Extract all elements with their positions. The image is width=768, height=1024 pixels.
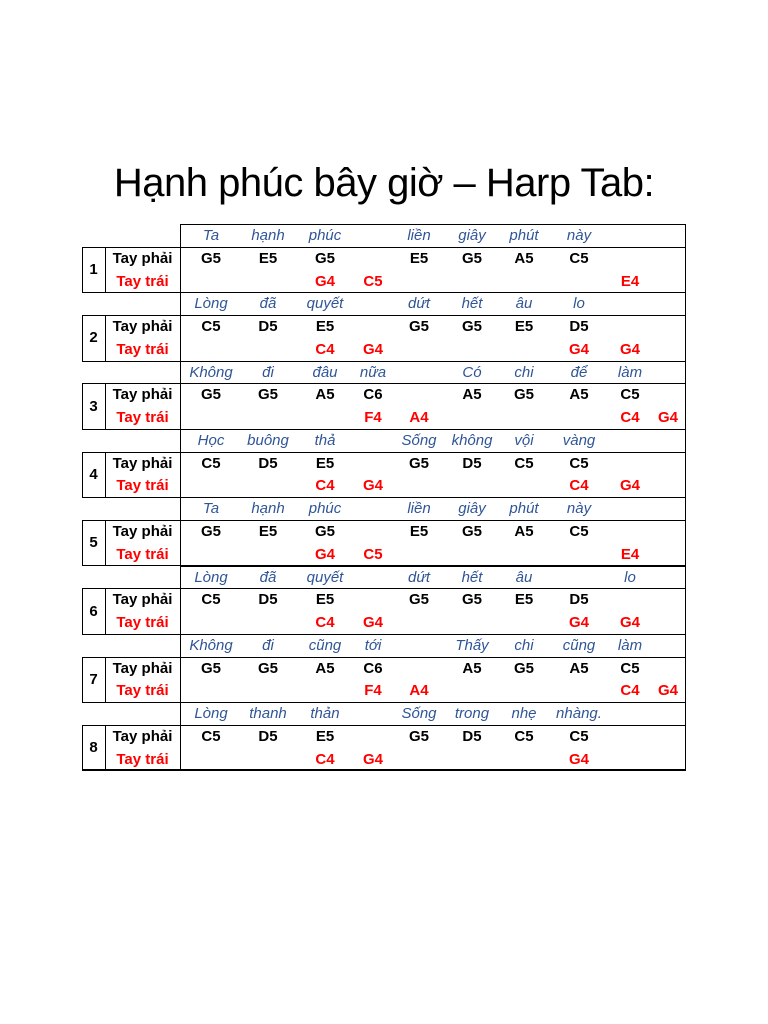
right-hand-note: D5	[569, 591, 589, 609]
right-hand-note: G5	[200, 522, 221, 540]
lyric-word: liền	[407, 500, 431, 518]
left-hand-note: C4	[315, 614, 335, 631]
right-hand-note: C5	[201, 727, 221, 745]
left-hand-label: Tay trái	[116, 682, 169, 700]
section-left-border	[180, 429, 181, 497]
section-left-border	[180, 361, 181, 429]
lyric-word: tới	[364, 636, 382, 654]
left-hand-note: G4	[362, 750, 383, 768]
lyric-word: hạnh	[251, 500, 285, 518]
left-hand-label: Tay trái	[116, 750, 169, 768]
section-number: 1	[89, 261, 98, 279]
right-hand-note: E5	[315, 454, 335, 472]
lyric-word: này	[566, 500, 592, 518]
right-hand-note: E5	[315, 727, 335, 745]
lyric-word: dứt	[407, 295, 431, 313]
lyric-word: đã	[259, 295, 277, 313]
section-left-border	[180, 634, 181, 702]
lyric-word: Học	[197, 431, 225, 449]
left-hand-note: C4	[315, 477, 335, 495]
section-number: 4	[89, 466, 98, 484]
left-hand-note: A4	[409, 409, 429, 427]
right-hand-note: E5	[258, 522, 278, 540]
right-hand-note: G5	[461, 591, 482, 609]
right-hand-note: D5	[258, 727, 278, 745]
lyric-word: Lòng	[194, 568, 228, 586]
right-hand-note: D5	[258, 454, 278, 472]
lyric-word: hết	[461, 568, 483, 586]
right-hand-note: E5	[514, 318, 534, 336]
right-hand-note: E5	[315, 318, 335, 336]
right-hand-note: D5	[462, 454, 482, 472]
left-hand-note: C4	[620, 409, 640, 427]
lyric-word: Có	[462, 363, 482, 381]
right-hand-note: C5	[514, 727, 534, 745]
page-title: Hạnh phúc bây giờ – Harp Tab:	[113, 161, 655, 205]
lyric-word: thanh	[249, 705, 287, 723]
lyric-word: hết	[461, 295, 483, 313]
lyric-word: chi	[514, 636, 534, 654]
lyric-word: phút	[509, 500, 539, 518]
lyric-word: đâu	[312, 363, 338, 381]
right-hand-note: G5	[513, 659, 534, 677]
lyric-word: dứt	[407, 568, 431, 586]
section-right-border	[685, 566, 686, 635]
left-hand-note: G4	[657, 409, 678, 427]
right-hand-label: Tay phải	[112, 249, 173, 267]
lyric-word: đi	[262, 636, 274, 654]
right-hand-label: Tay phải	[112, 522, 173, 540]
lyric-word: Không	[189, 636, 233, 654]
right-hand-note: A5	[315, 386, 335, 404]
section-right-border	[685, 429, 686, 498]
left-hand-note: G4	[619, 477, 640, 495]
lyric-word: làm	[617, 363, 643, 381]
right-hand-note: D5	[462, 727, 482, 745]
left-hand-note: G4	[568, 750, 589, 768]
left-hand-note: G4	[314, 272, 335, 290]
right-hand-note: G5	[314, 249, 335, 267]
section-left-border	[180, 566, 181, 634]
lyric-word: quyết	[306, 568, 344, 586]
table-bottom-border	[82, 769, 686, 770]
right-hand-note: C5	[201, 318, 221, 336]
section-left-border	[180, 497, 181, 565]
lyric-word: không	[451, 431, 493, 449]
left-hand-note: G4	[657, 682, 678, 700]
section-number: 2	[89, 329, 98, 347]
right-hand-note: A5	[569, 386, 589, 404]
left-hand-note: G4	[362, 477, 383, 495]
right-hand-note: D5	[569, 318, 589, 336]
lyric-word: liền	[407, 227, 431, 244]
right-hand-note: C5	[569, 727, 589, 745]
right-hand-note: C5	[514, 454, 534, 472]
section-left-border	[180, 292, 181, 360]
lyric-word: lo	[624, 568, 636, 586]
lyric-word: làm	[617, 636, 643, 654]
left-hand-note: G4	[619, 340, 640, 358]
lyric-word: phúc	[308, 500, 342, 518]
right-hand-note: E5	[409, 522, 429, 540]
lyric-word: giây	[458, 500, 486, 518]
right-hand-note: G5	[408, 591, 429, 609]
lyric-word: đã	[259, 568, 277, 586]
left-hand-label: Tay trái	[116, 409, 169, 427]
left-hand-note: G4	[362, 340, 383, 358]
lyric-word: chi	[514, 363, 534, 381]
left-hand-label: Tay trái	[116, 340, 169, 358]
lyric-word: giây	[458, 227, 486, 244]
right-hand-note: C5	[620, 659, 640, 677]
section-right-border	[685, 497, 686, 566]
lyric-word: âu	[515, 295, 533, 313]
left-hand-note: C5	[363, 545, 383, 563]
lyric-word: trong	[454, 705, 490, 723]
right-hand-label: Tay phải	[112, 591, 173, 609]
right-hand-label: Tay phải	[112, 386, 173, 404]
lyric-word: nhàng.	[556, 705, 602, 723]
section-number: 5	[89, 534, 98, 552]
right-hand-label: Tay phải	[112, 659, 173, 677]
right-hand-label: Tay phải	[112, 318, 173, 336]
right-hand-note: E5	[409, 249, 429, 267]
right-hand-note: A5	[315, 659, 335, 677]
right-hand-note: G5	[461, 522, 482, 540]
lyric-word: cũng	[562, 636, 596, 654]
left-hand-note: E4	[620, 272, 640, 290]
right-hand-note: C5	[569, 522, 589, 540]
right-hand-note: G5	[200, 386, 221, 404]
left-hand-label: Tay trái	[116, 272, 169, 290]
right-hand-label: Tay phải	[112, 727, 173, 745]
right-hand-note: G5	[257, 386, 278, 404]
left-hand-note: F4	[364, 682, 382, 700]
lyric-word: nhẹ	[511, 705, 537, 723]
section-right-border	[685, 702, 686, 771]
right-hand-note: G5	[314, 522, 335, 540]
right-hand-note: G5	[257, 659, 278, 677]
right-hand-note: A5	[569, 659, 589, 677]
right-hand-note: G5	[513, 386, 534, 404]
left-hand-note: C5	[363, 272, 383, 290]
section-left-border	[180, 224, 181, 292]
lyric-word: Ta	[202, 227, 220, 244]
right-hand-note: C5	[201, 591, 221, 609]
left-hand-note: C4	[569, 477, 589, 495]
lyric-word: Lòng	[194, 705, 228, 723]
right-hand-note: G5	[461, 318, 482, 336]
right-hand-note: D5	[258, 591, 278, 609]
right-hand-note: C5	[620, 386, 640, 404]
left-hand-note: A4	[409, 682, 429, 700]
right-hand-note: G5	[461, 249, 482, 267]
lyric-word: này	[566, 227, 592, 244]
section-number: 7	[89, 670, 98, 688]
section-number: 6	[89, 602, 98, 620]
lyric-word: thản	[310, 705, 340, 723]
lyric-word: Ta	[202, 500, 220, 518]
lyric-word: lo	[573, 295, 585, 313]
section-right-border	[685, 224, 686, 293]
section-left-border	[180, 702, 181, 770]
section-right-border	[685, 292, 686, 361]
left-hand-label: Tay trái	[116, 545, 169, 563]
right-hand-note: C6	[363, 659, 383, 677]
section-number: 3	[89, 397, 98, 415]
left-hand-note: G4	[619, 614, 640, 631]
right-hand-note: A5	[514, 249, 534, 267]
section-number: 8	[89, 739, 98, 757]
lyric-word: phúc	[308, 227, 342, 244]
lyric-word: vàng	[562, 431, 596, 449]
right-hand-note: E5	[315, 591, 335, 609]
right-hand-note: A5	[462, 659, 482, 677]
lyric-word: hạnh	[251, 227, 285, 244]
lyric-word: đi	[262, 363, 274, 381]
right-hand-note: E5	[258, 249, 278, 267]
left-hand-note: G4	[568, 614, 589, 631]
lyric-word: phút	[509, 227, 539, 244]
right-hand-note: G5	[408, 727, 429, 745]
left-hand-note: G4	[568, 340, 589, 358]
lyric-word: vội	[514, 431, 534, 449]
lyric-word: để	[570, 363, 588, 381]
left-hand-note: F4	[364, 409, 382, 427]
right-hand-note: C5	[201, 454, 221, 472]
lyric-word: nữa	[359, 363, 387, 381]
right-hand-label: Tay phải	[112, 454, 173, 472]
lyric-word: quyết	[306, 295, 344, 313]
right-hand-note: E5	[514, 591, 534, 609]
left-hand-label: Tay trái	[116, 477, 169, 495]
left-hand-note: C4	[315, 750, 335, 768]
lyric-word: cũng	[308, 636, 342, 654]
lyric-word: Lòng	[194, 295, 228, 313]
left-hand-label: Tay trái	[116, 614, 169, 631]
left-hand-note: C4	[620, 682, 640, 700]
right-hand-note: A5	[514, 522, 534, 540]
right-hand-note: G5	[200, 249, 221, 267]
left-hand-note: C4	[315, 340, 335, 358]
lyric-word: Thấy	[455, 636, 489, 654]
lyric-word: Sống	[401, 431, 437, 449]
right-hand-note: C6	[363, 386, 383, 404]
right-hand-note: A5	[462, 386, 482, 404]
right-hand-note: C5	[569, 249, 589, 267]
lyric-word: buông	[247, 431, 289, 449]
left-hand-note: G4	[362, 614, 383, 631]
right-hand-note: C5	[569, 454, 589, 472]
right-hand-note: G5	[408, 454, 429, 472]
left-hand-note: E4	[620, 545, 640, 563]
left-hand-note: G4	[314, 545, 335, 563]
lyric-word: thả	[314, 431, 336, 449]
lyric-word: Sống	[401, 705, 437, 723]
right-hand-note: D5	[258, 318, 278, 336]
right-hand-note: G5	[200, 659, 221, 677]
lyric-word: Không	[189, 363, 233, 381]
lyric-word: âu	[515, 568, 533, 586]
right-hand-note: G5	[408, 318, 429, 336]
